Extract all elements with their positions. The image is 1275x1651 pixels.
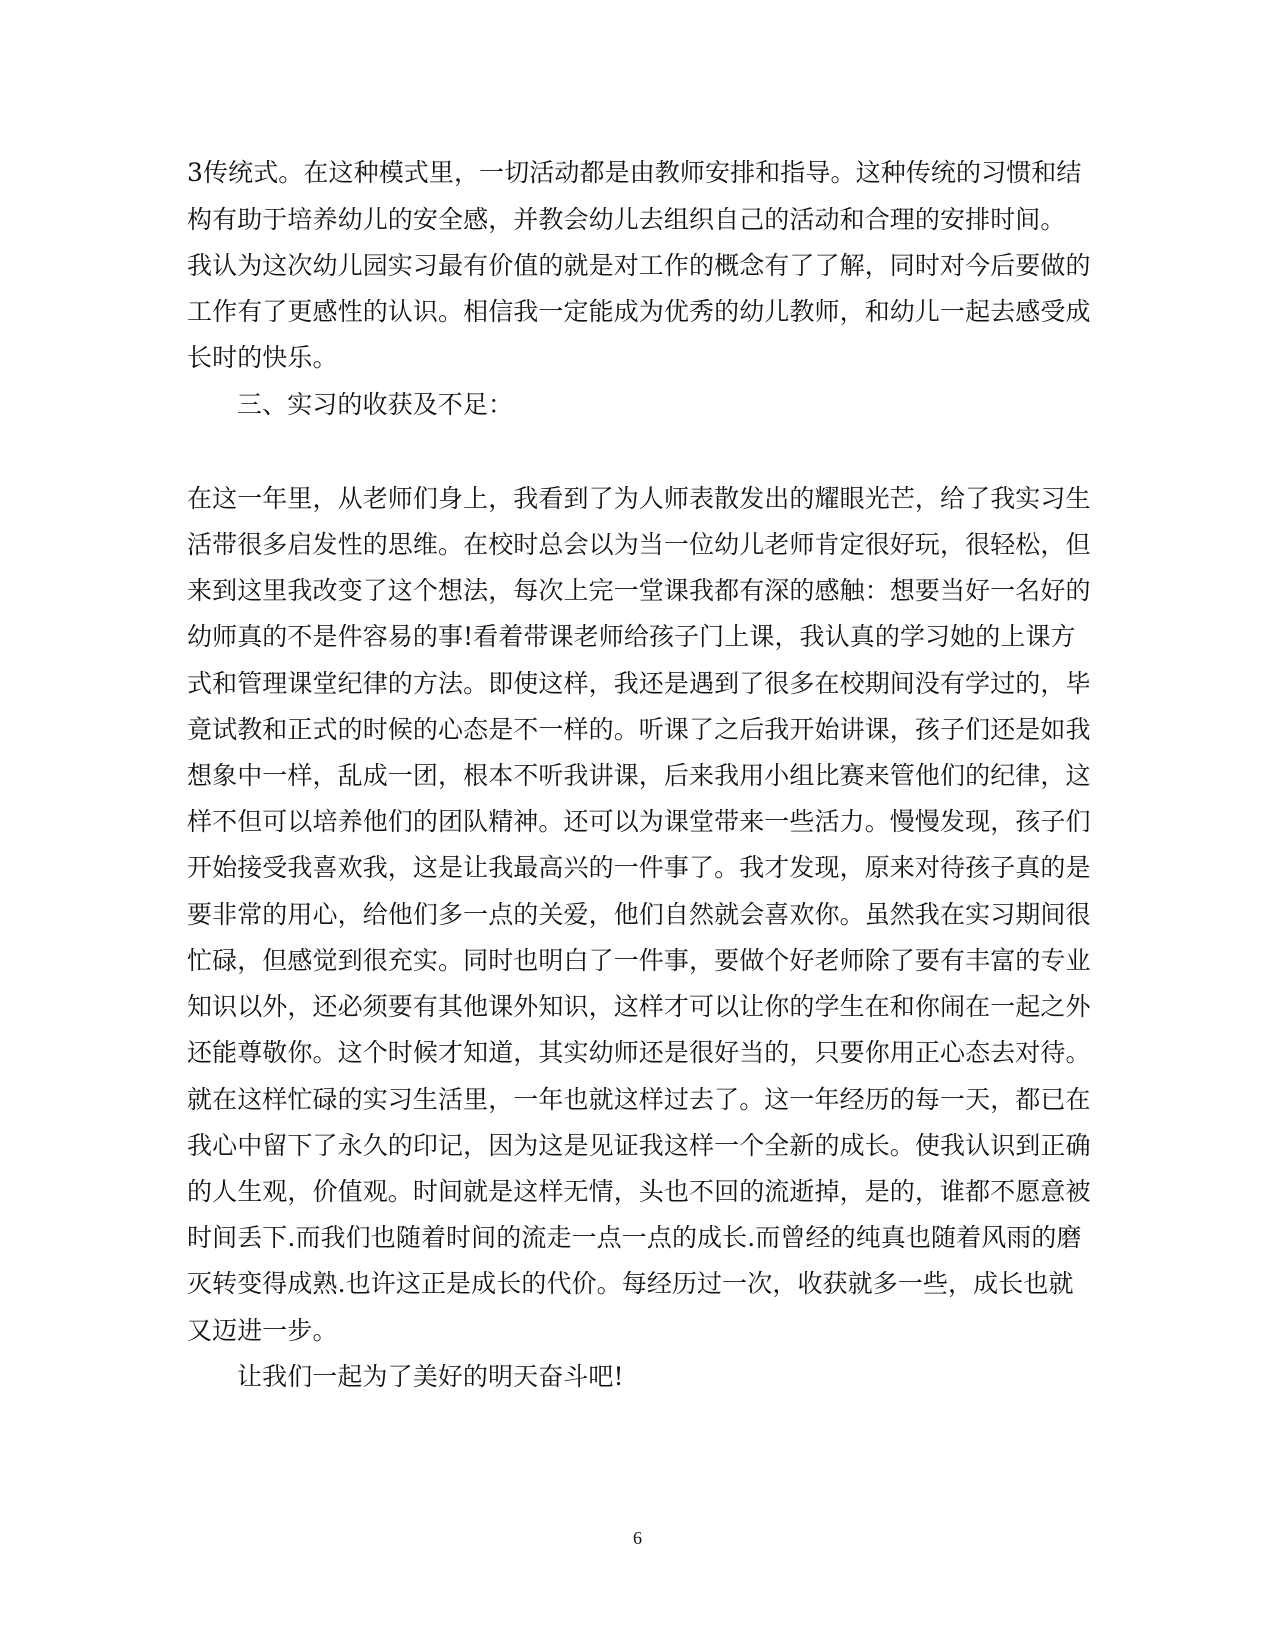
paragraph-line: 还能尊敬你。这个时候才知道，其实幼师还是很好当的，只要你用正心态去对待。 — [187, 1038, 1091, 1067]
paragraph-line: 长时的快乐。 — [187, 343, 338, 372]
paragraph-line: 活带很多启发性的思维。在校时总会以为当一位幼儿老师肯定很好玩，很轻松，但 — [187, 530, 1091, 559]
paragraph-line: 忙碌，但感觉到很充实。同时也明白了一件事，要做个好老师除了要有丰富的专业 — [187, 946, 1091, 975]
paragraph-line: 就在这样忙碌的实习生活里，一年也就这样过去了。这一年经历的每一天，都已在 — [187, 1085, 1091, 1114]
closing-line: 让我们一起为了美好的明天奋斗吧! — [237, 1362, 624, 1391]
paragraph-line: 要非常的用心，给他们多一点的关爱，他们自然就会喜欢你。虽然我在实习期间很 — [187, 900, 1091, 929]
paragraph-line: 想象中一样，乱成一团，根本不听我讲课，后来我用小组比赛来管他们的纪律，这 — [187, 761, 1091, 790]
paragraph-line: 开始接受我喜欢我，这是让我最高兴的一件事了。我才发现，原来对待孩子真的是 — [187, 853, 1091, 882]
section-heading: 三、实习的收获及不足： — [237, 390, 514, 419]
paragraph-line: 又迈进一步。 — [187, 1316, 338, 1345]
paragraph-line: 在这一年里，从老师们身上，我看到了为人师表散发出的耀眼光芒，给了我实习生 — [187, 484, 1091, 513]
paragraph-line: 幼师真的不是件容易的事!看着带课老师给孩子门上课，我认真的学习她的上课方 — [187, 622, 1076, 651]
paragraph-line: 知识以外，还必须要有其他课外知识，这样才可以让你的学生在和你闹在一起之外 — [187, 992, 1091, 1021]
paragraph-line: 式和管理课堂纪律的方法。即使这样，我还是遇到了很多在校期间没有学过的，毕 — [187, 669, 1091, 698]
paragraph-line: 工作有了更感性的认识。相信我一定能成为优秀的幼儿教师，和幼儿一起去感受成 — [187, 297, 1091, 326]
paragraph-line: 我心中留下了永久的印记，因为这是见证我这样一个全新的成长。使我认识到正确 — [187, 1131, 1091, 1160]
paragraph-line: 3传统式。在这种模式里，一切活动都是由教师安排和指导。这种传统的习惯和结 — [187, 158, 1082, 187]
paragraph-line: 竟试教和正式的时候的心态是不一样的。听课了之后我开始讲课，孩子们还是如我 — [187, 715, 1091, 744]
page-number: 6 — [633, 1528, 642, 1548]
paragraph-line: 时间丢下.而我们也随着时间的流走一点一点的成长.而曾经的纯真也随着风雨的磨 — [187, 1223, 1082, 1252]
paragraph-line: 来到这里我改变了这个想法，每次上完一堂课我都有深的感触：想要当好一名好的 — [187, 576, 1091, 605]
paragraph-line: 灭转变得成熟.也许这正是成长的代价。每经历过一次，收获就多一些，成长也就 — [187, 1269, 1074, 1298]
paragraph-line: 我认为这次幼儿园实习最有价值的就是对工作的概念有了了解，同时对今后要做的 — [187, 251, 1091, 280]
paragraph-line: 构有助于培养幼儿的安全感，并教会幼儿去组织自己的活动和合理的安排时间。 — [187, 205, 1066, 234]
paragraph-line: 样不但可以培养他们的团队精神。还可以为课堂带来一些活力。慢慢发现，孩子们 — [187, 807, 1091, 836]
paragraph-line: 的人生观，价值观。时间就是这样无情，头也不回的流逝掉，是的，谁都不愿意被 — [187, 1177, 1091, 1206]
